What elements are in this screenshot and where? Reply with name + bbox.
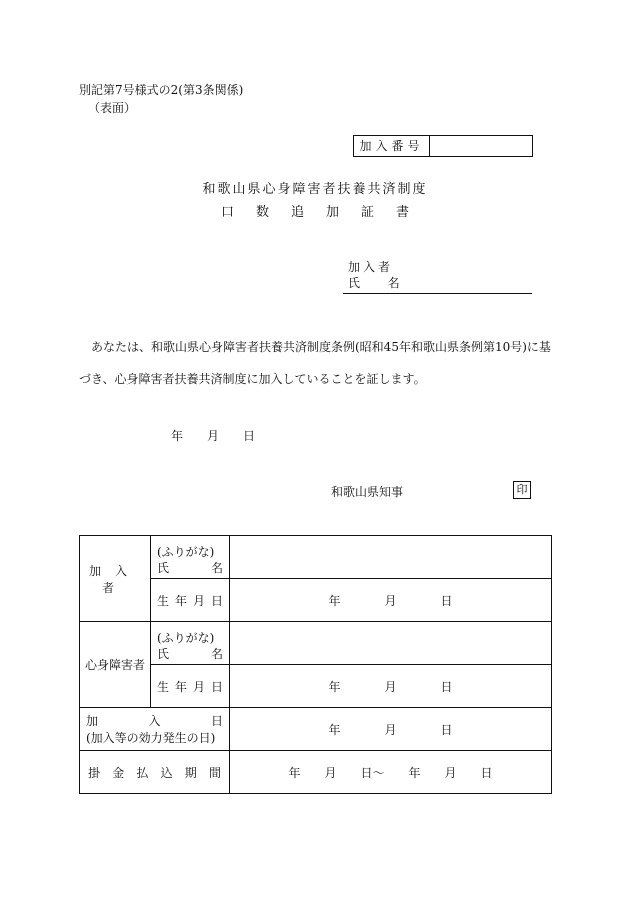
membership-number-box	[353, 135, 533, 157]
table-row	[80, 751, 552, 794]
issuer-title: 和歌山県知事	[331, 485, 404, 499]
disabled-birthdate-label: 生年月日	[151, 665, 230, 708]
name-char: 名	[387, 276, 400, 290]
member-name-block[interactable]	[343, 258, 532, 294]
member-birthdate-field[interactable]: 年 月 日	[230, 579, 552, 622]
name-label: 氏 名	[157, 561, 223, 575]
table-row	[80, 622, 552, 665]
membership-number-field[interactable]	[430, 136, 532, 156]
join-date-field[interactable]: 年 月 日	[230, 708, 552, 751]
disabled-person-group-label: 心身障害者	[80, 622, 151, 708]
disabled-birthdate-field[interactable]: 年 月 日	[230, 665, 552, 708]
table-row	[80, 708, 552, 751]
join-date-label: 加 入 日 (加入等の効力発生の日)	[80, 708, 230, 751]
name-char: 氏	[348, 276, 361, 290]
title-char: 口	[220, 205, 234, 220]
furigana-label: (ふりがな)	[157, 545, 215, 559]
certification-statement: あなたは、和歌山県心身障害者扶養共済制度条例(昭和45年和歌山県条例第10号)に基づき、心身障害者扶養共済制度に加入していることを証します。	[79, 340, 551, 386]
form-reference: 別記第7号様式の2(第3条関係)	[79, 83, 244, 97]
name-label: 氏 名	[157, 647, 223, 661]
title-char: 数	[255, 205, 269, 220]
member-birthdate-label: 生年月日	[151, 579, 230, 622]
member-label: 加入者	[348, 260, 394, 274]
title-char: 証	[361, 205, 375, 220]
title-char: 加	[326, 205, 340, 220]
member-name-label	[348, 274, 400, 291]
membership-number-label: 加入番号	[354, 136, 430, 156]
title-char: 書	[396, 205, 410, 220]
issue-date	[171, 427, 279, 444]
date-year: 年	[171, 429, 184, 443]
title-char: 追	[290, 205, 304, 220]
member-name-header	[151, 536, 230, 579]
join-date-note: (加入等の効力発生の日)	[86, 731, 216, 745]
date-day: 日	[243, 429, 256, 443]
face-label: （表面）	[88, 101, 137, 115]
payment-period-label: 掛 金 払 込 期 間	[80, 751, 230, 794]
disabled-name-header	[151, 622, 230, 665]
disabled-name-field[interactable]	[230, 622, 552, 665]
table-row	[80, 665, 552, 708]
certificate-title-line2	[0, 201, 630, 220]
furigana-label: (ふりがな)	[157, 631, 215, 645]
payment-period-field[interactable]: 年 月 日〜 年 月 日	[230, 751, 552, 794]
table-row	[80, 579, 552, 622]
date-month: 月	[207, 429, 220, 443]
certificate-title-line1: 和歌山県心身障害者扶養共済制度	[202, 182, 428, 197]
member-name-field[interactable]	[230, 536, 552, 579]
table-row	[80, 536, 552, 579]
seal-icon: 印	[513, 481, 531, 499]
info-table	[79, 535, 552, 794]
member-group-label: 加入者	[80, 536, 151, 622]
